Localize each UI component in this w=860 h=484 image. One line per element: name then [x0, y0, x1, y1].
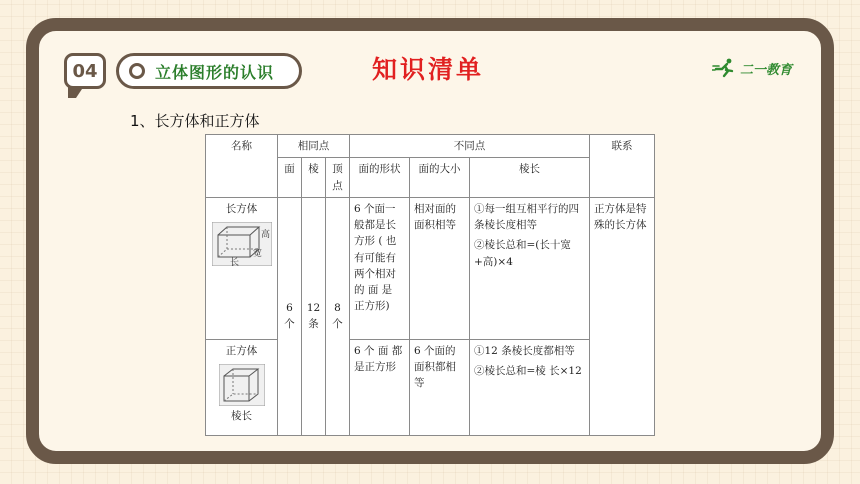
cube-face-size: 6 个面的面积都相等	[410, 339, 470, 435]
logo	[712, 58, 792, 78]
header-same: 相同点	[278, 135, 350, 158]
table-row-cuboid	[206, 197, 655, 339]
section-pill	[116, 53, 302, 89]
header-faces: 面	[278, 158, 302, 198]
cube-caption: 棱长	[231, 410, 252, 423]
same-vertices-cell	[326, 197, 350, 435]
header-vertices-line1: 顶	[332, 163, 343, 176]
header-edge-len: 棱长	[470, 158, 590, 198]
cuboid-label-length: 长	[229, 258, 239, 267]
header-vertices-line2: 点	[332, 179, 343, 192]
cuboid-face-shape: 6 个面一般都是长方形 ( 也有可能有两个相对的 面 是 正方形)	[350, 197, 410, 339]
same-faces-line1: 6	[286, 302, 293, 315]
table-header-row	[206, 135, 655, 158]
header-face-shape: 面的形状	[350, 158, 410, 198]
cube-name-cell	[206, 339, 278, 435]
cuboid-name-cell	[206, 197, 278, 339]
cuboid-edge-len-1: ①每一组互相平行的四条棱长度相等	[474, 202, 579, 232]
circle-icon	[129, 63, 145, 79]
cube-edge-len-1: ①12 条棱长度都相等	[474, 344, 575, 357]
header-vertices	[326, 158, 350, 198]
cuboid-figure	[212, 222, 272, 266]
header-diff: 不同点	[350, 135, 590, 158]
header-edges: 棱	[302, 158, 326, 198]
cube-figure	[219, 364, 265, 406]
same-edges-line1: 12	[306, 302, 321, 315]
cube-edge-len-2: ②棱长总和=棱 长×12	[474, 365, 582, 378]
page-title: 知识清单	[372, 55, 485, 84]
cuboid-face-size: 相对面的面积相等	[410, 197, 470, 339]
same-vertices-line1: 8	[334, 302, 341, 315]
logo-text: 二一教育	[740, 62, 793, 78]
same-vertices-line2: 个	[332, 318, 343, 331]
same-faces-cell	[278, 197, 302, 435]
cube-face-shape: 6 个 面 都是正方形	[350, 339, 410, 435]
cuboid-label-width: 宽	[252, 249, 262, 260]
cuboid-edge-len-2: ②棱长总和=(长十宽+高)×4	[474, 239, 571, 268]
badge-tail	[68, 86, 84, 98]
table-row-cube	[206, 339, 655, 435]
cuboid-name: 长方体	[225, 202, 258, 215]
section-title: 1、长方体和正方体	[130, 112, 260, 130]
link-cell: 正方体是特殊的长方体	[590, 197, 655, 435]
same-edges-cell	[302, 197, 326, 435]
cuboid-edge-len	[470, 197, 590, 339]
knowledge-table	[205, 134, 655, 436]
header-name: 名称	[206, 135, 278, 198]
cube-edge-len	[470, 339, 590, 435]
same-faces-line2: 个	[284, 318, 295, 331]
runner-icon	[712, 58, 738, 78]
header-face-size: 面的大小	[410, 158, 470, 198]
section-number-badge: 04	[64, 53, 106, 89]
cuboid-label-height: 高	[260, 230, 270, 241]
section-pill-label: 立体图形的认识	[155, 62, 275, 82]
same-edges-line2: 条	[308, 318, 319, 331]
cube-name: 正方体	[225, 344, 258, 357]
header-link: 联系	[590, 135, 655, 198]
